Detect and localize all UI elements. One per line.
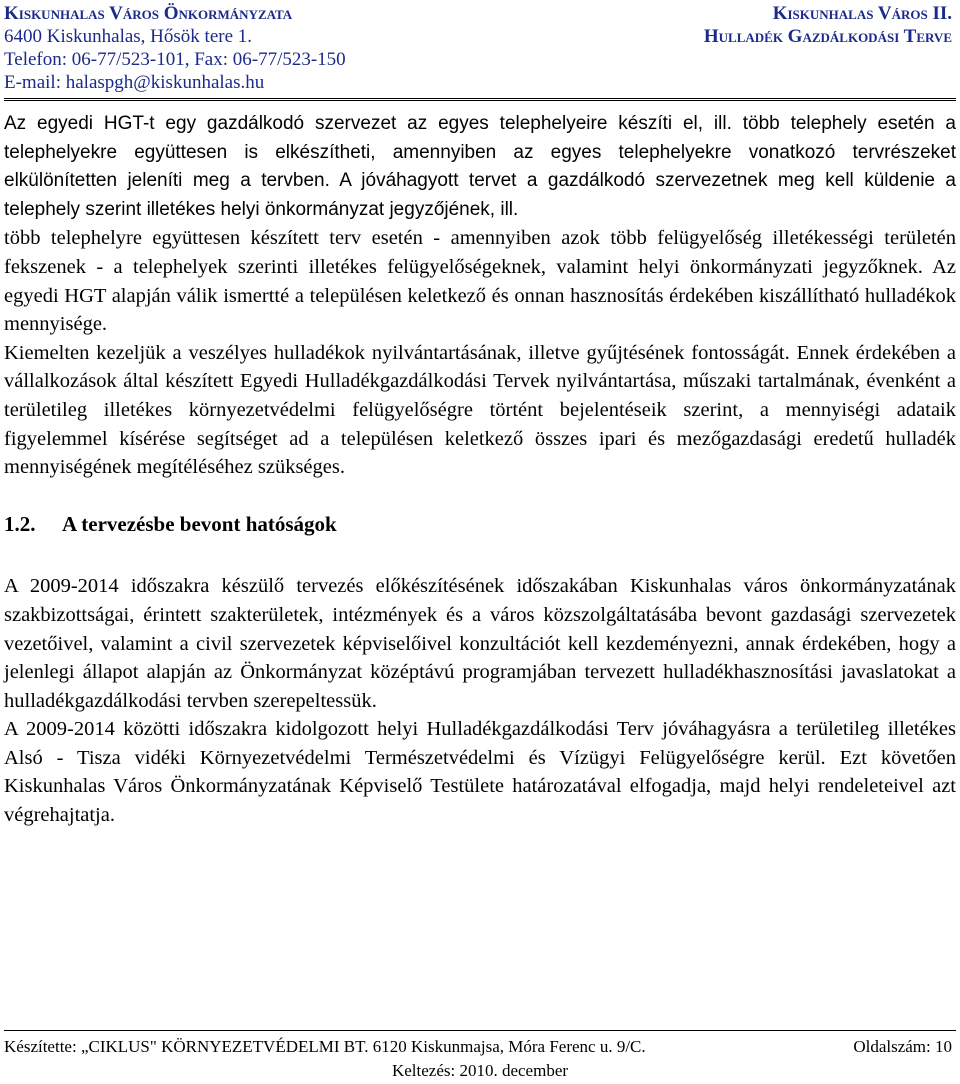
- page-header: [4, 2, 956, 102]
- header-doc-title: [704, 2, 952, 48]
- page-body: [4, 110, 956, 830]
- doc-title-line-1: Kiskunhalas Város II.: [772, 3, 952, 24]
- paragraph-hazardous-waste: Kiemelten kezeljük a veszélyes hulladékok nyilvántartásának, illetve gyűjtésének fontosságát. Ennek érdekében a vállalkozások által készített Egyedi Hulladékgazdálkodási Tervek nyilvántartása, műszaki tartalmának, évenként a területileg illetékes környezetvédelmi felügyelőségre történt bejelentéseik szerint, a mennyiségi adataik figyelemmel kísérése segítséget ad a településen keletkező összes ipari és mezőgazdasági eredetű hulladék mennyiségének megítéléséhez szükséges.: [4, 341, 956, 479]
- paragraph-consultation: A 2009-2014 időszakra készülő tervezés előkészítésének időszakában Kiskunhalas város önkormányzatának szakbizottságai, érintett szakterületek, intézmények és a város közszolgáltatásába bevont gazdasági szervezetek vezetőivel, valamint a civil szervezetek képviselőivel konzultációt kell kezdeményezni, annak érdekében, hogy a jelenlegi állapot alapján az Önkormányzat középtávú programjában tervezett hulladékhasznosítási javaslatokat a hulladékgazdálkodási tervben szerepeltessük.: [4, 575, 956, 712]
- paragraph-hgt-intro: Az egyedi HGT-t egy gazdálkodó szervezet az egyes telephelyeire készíti el, ill. több telephely esetén a telephelyekre együttesen is elkészítheti, amennyiben az egyes telephelyekre vonatkozó tervrészeket elkülönítetten jeleníti meg a tervben. A jóváhagyott tervet a gazdálkodó szervezetnek meg kell küldenie a telephely szerint illetékes helyi önkormányzat jegyzőjének, ill.: [4, 113, 956, 220]
- footer-divider: [4, 1030, 956, 1031]
- doc-title-line-2: Hulladék Gazdálkodási Terve: [703, 26, 952, 47]
- page-number: Oldalszám: 10: [853, 1037, 952, 1056]
- header-org-block: [4, 2, 346, 94]
- paragraph-approval: A 2009-2014 közötti időszakra kidolgozott helyi Hulladékgazdálkodási Terv jóváhagyásra a területileg illetékes Alsó - Tisza vidéki Környezetvédelmi Természetvédelmi és Vízügyi Felügyelőségre kerül. Ezt követően Kiskunhalas Város Önkormányzatának Képviselő Testülete határozatával elfogadja, majd helyi rendeleteivel azt végrehajtatja.: [4, 718, 956, 827]
- section-number: 1.2.: [4, 511, 36, 536]
- org-name: Kiskunhalas Város Önkormányzata: [4, 3, 293, 24]
- section-title: A tervezésbe bevont hatóságok: [62, 511, 337, 536]
- org-address: 6400 Kiskunhalas, Hősök tere 1.: [4, 26, 253, 47]
- org-phone: Telefon: 06-77/523-101, Fax: 06-77/523-150: [4, 49, 346, 70]
- paragraph-hgt-multi-site: több telephelyre együttesen készített terv esetén - amennyiben azok több felügyelőség illetékességi területén fekszenek - a telephelyek szerinti illetékes felügyelőségeknek, valamint helyi önkormányzati jegyzőknek. Az egyedi HGT alapján válik ismertté a településen keletkező és onnan hasznosítás érdekében kiszállítható hulladékok mennyisége.: [4, 227, 956, 336]
- section-heading: [4, 510, 956, 539]
- footer-author: Készítette: „CIKLUS" KÖRNYEZETVÉDELMI BT. 6120 Kiskunmajsa, Móra Ferenc u. 9/C.: [4, 1037, 646, 1056]
- org-email: E-mail: halaspgh@kiskunhalas.hu: [4, 72, 265, 93]
- footer-date: Keltezés: 2010. december: [391, 1061, 569, 1080]
- header-divider: [4, 98, 956, 101]
